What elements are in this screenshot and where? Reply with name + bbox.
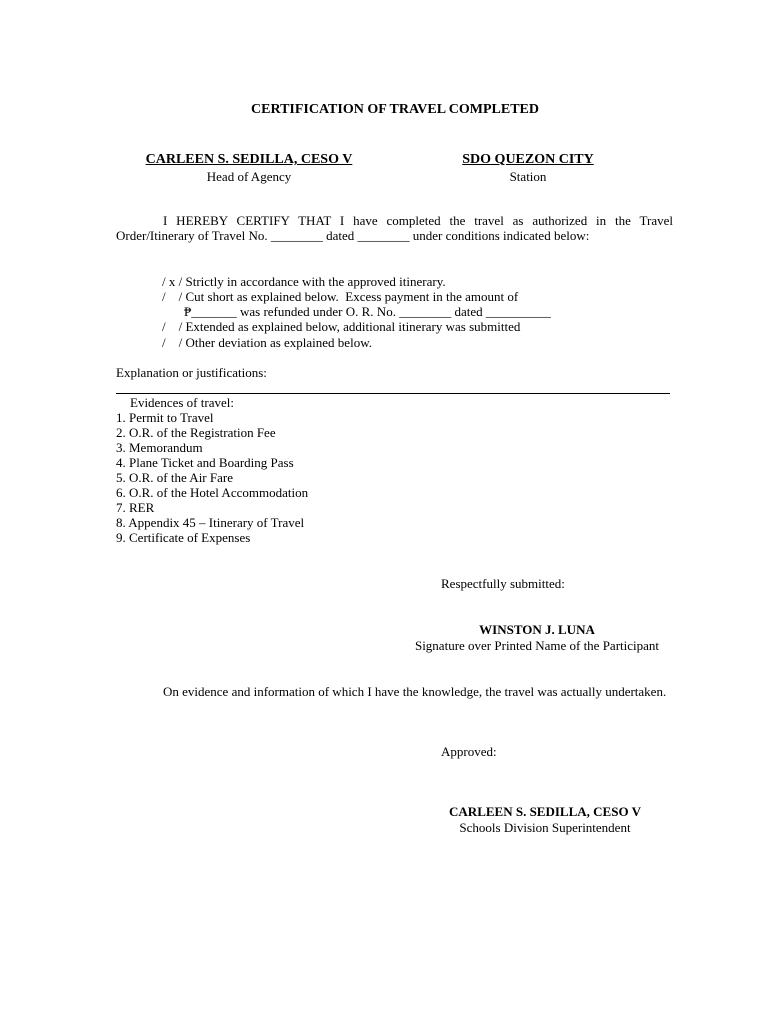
list-item: 4. Plane Ticket and Boarding Pass	[116, 455, 294, 470]
station-name: SDO QUEZON CITY	[462, 152, 594, 167]
approver-name: CARLEEN S. SEDILLA, CESO V	[449, 804, 641, 819]
certify-paragraph: I HEREBY CERTIFY THAT I have completed the travel as authorized in the Travel Order/Itinerary of Travel No. ________ dated ________ under conditions indicated below:	[116, 213, 673, 243]
list-item: 9. Certificate of Expenses	[116, 530, 251, 545]
agency-head-name: CARLEEN S. SEDILLA, CESO V	[145, 152, 353, 167]
approved-label: Approved:	[441, 744, 497, 759]
evidence-paragraph: On evidence and information of which I have the knowledge, the travel was actually undertaken.	[163, 684, 667, 699]
list-item: 6. O.R. of the Hotel Accommodation	[116, 485, 309, 500]
agency-head-label: Head of Agency	[206, 169, 292, 184]
peso-sign: ₱	[184, 304, 192, 319]
option-extended: / / Extended as explained below, additional itinerary was submitted	[162, 319, 521, 334]
evidence-heading: Evidences of travel:	[130, 395, 234, 410]
station-label: Station	[509, 169, 547, 184]
participant-name: WINSTON J. LUNA	[479, 622, 595, 637]
respectfully-submitted-label: Respectfully submitted:	[441, 576, 565, 591]
option-strictly: / x / Strictly in accordance with the approved itinerary.	[162, 274, 446, 289]
document-title: CERTIFICATION OF TRAVEL COMPLETED	[251, 102, 539, 117]
approver-title: Schools Division Superintendent	[459, 820, 631, 835]
list-item: 3. Memorandum	[116, 440, 203, 455]
evidence-list	[116, 395, 308, 545]
list-item: 1. Permit to Travel	[116, 410, 214, 425]
list-item: 5. O.R. of the Air Fare	[116, 470, 233, 485]
list-item: 8. Appendix 45 – Itinerary of Travel	[116, 515, 305, 530]
option-other-deviation: / / Other deviation as explained below.	[162, 335, 372, 350]
option-cut-short: / / Cut short as explained below. Excess payment in the amount of	[162, 289, 519, 304]
explanation-line	[116, 393, 670, 394]
explanation-label: Explanation or justifications:	[116, 365, 267, 380]
participant-caption: Signature over Printed Name of the Participant	[414, 638, 660, 653]
option-cut-short-refund	[184, 304, 551, 319]
list-item: 7. RER	[116, 500, 155, 515]
refund-line: _______ was refunded under O. R. No. ________ dated __________	[191, 304, 551, 319]
list-item: 2. O.R. of the Registration Fee	[116, 425, 276, 440]
